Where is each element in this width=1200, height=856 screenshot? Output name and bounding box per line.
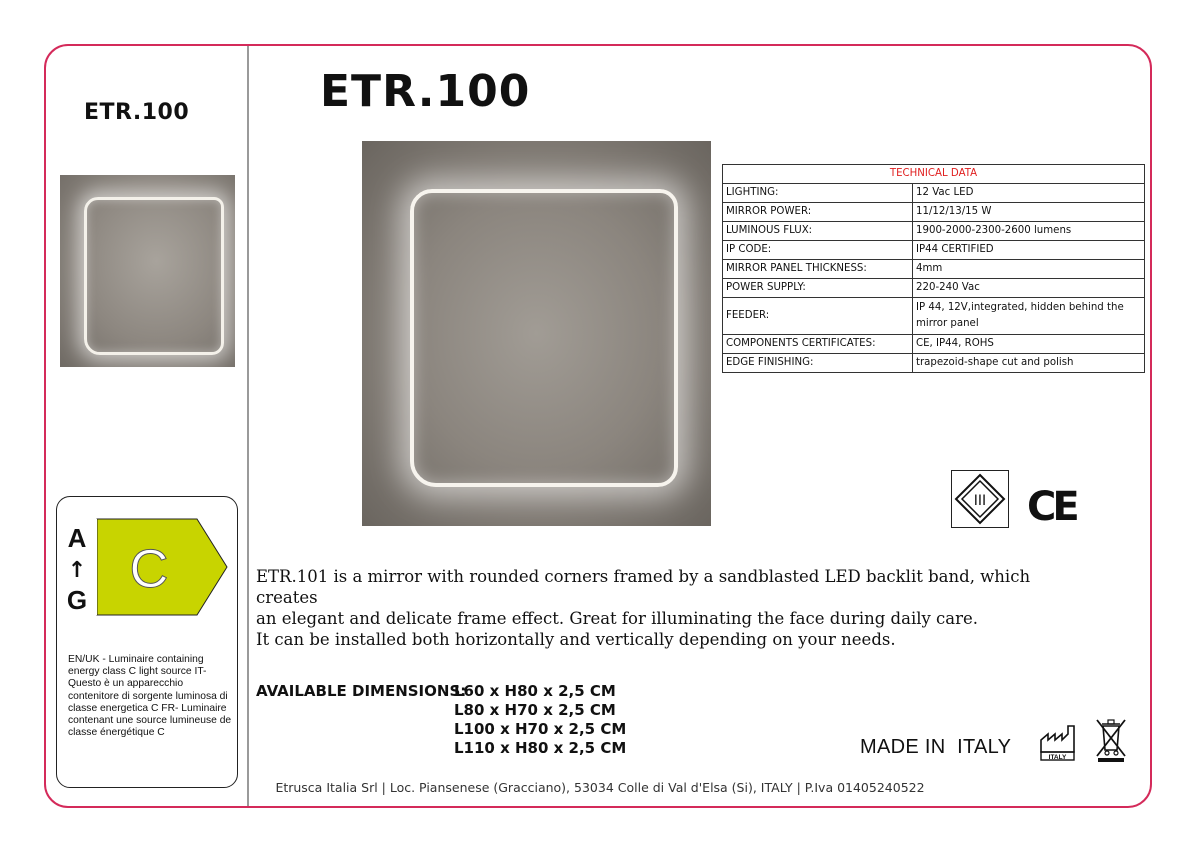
technical-data-header-row: [723, 165, 1145, 184]
table-row: [723, 260, 1145, 279]
spec-value: 1900-2000-2300-2600 lumens: [913, 222, 1145, 241]
italy-factory-icon: [1038, 722, 1078, 762]
energy-label-text: EN/UK - Luminaire containing energy class C light source IT- Questo è un apparecchio contenitore di sorgente luminosa di classe energetica C FR- Luminaire contenant une source lumineuse de classe énergétique C: [68, 654, 232, 739]
spec-key: COMPONENTS CERTIFICATES:: [723, 335, 913, 354]
thumbnail-mirror-frame: [84, 197, 224, 355]
description-line: ETR.101 is a mirror with rounded corners framed by a sandblasted LED backlit band, which creates: [256, 567, 1031, 607]
spec-value: 11/12/13/15 W: [913, 203, 1145, 222]
table-row: [723, 354, 1145, 373]
energy-scale-arrow: ↑: [67, 558, 87, 583]
product-description: [256, 566, 1056, 650]
energy-class-arrow-icon: [57, 515, 239, 645]
product-thumbnail: [60, 175, 235, 367]
spec-key: MIRROR POWER:: [723, 203, 913, 222]
table-row: [723, 203, 1145, 222]
class-ii-certification-icon: [951, 470, 1009, 528]
dimensions-label: AVAILABLE DIMENSIONS:: [256, 682, 467, 700]
product-photo: [362, 141, 711, 526]
spec-key: LIGHTING:: [723, 184, 913, 203]
spec-value: 4mm: [913, 260, 1145, 279]
dimension-item: L60 x H80 x 2,5 CM: [454, 682, 616, 700]
table-row: [723, 184, 1145, 203]
technical-data-table: [722, 164, 1145, 373]
spec-key: MIRROR PANEL THICKNESS:: [723, 260, 913, 279]
energy-label-box: [56, 496, 238, 788]
table-row: [723, 279, 1145, 298]
description-line: It can be installed both horizontally and vertically depending on your needs.: [256, 630, 896, 649]
description-line: an elegant and delicate frame effect. Great for illuminating the face during daily care.: [256, 609, 979, 628]
table-row: [723, 298, 1145, 335]
ce-mark-icon: CE: [1027, 484, 1076, 530]
dimensions-list: [454, 682, 626, 758]
photo-mirror-frame: [410, 189, 678, 487]
technical-data-header: TECHNICAL DATA: [723, 165, 1145, 184]
weee-crossed-bin-icon: [1092, 716, 1130, 764]
spec-value: 12 Vac LED: [913, 184, 1145, 203]
sidebar-product-code: ETR.100: [84, 100, 190, 125]
energy-scale-top: A: [67, 523, 87, 553]
energy-class-letter: C: [129, 539, 169, 599]
table-row: [723, 241, 1145, 260]
class-ii-mark-text: III: [973, 493, 987, 509]
energy-scale-bottom: G: [66, 585, 88, 615]
page-title: ETR.100: [320, 66, 531, 117]
spec-key: EDGE FINISHING:: [723, 354, 913, 373]
spec-value: 220-240 Vac: [913, 279, 1145, 298]
spec-key: FEEDER:: [723, 298, 913, 335]
spec-value: IP44 CERTIFIED: [913, 241, 1145, 260]
spec-key: LUMINOUS FLUX:: [723, 222, 913, 241]
spec-value: trapezoid-shape cut and polish: [913, 354, 1145, 373]
table-row: [723, 222, 1145, 241]
dimension-item: L110 x H80 x 2,5 CM: [454, 739, 627, 757]
factory-italy-text: ITALY: [1048, 753, 1067, 761]
column-divider: [247, 46, 249, 806]
spec-value: CE, IP44, ROHS: [913, 335, 1145, 354]
spec-value: IP 44, 12V,integrated, hidden behind the mirror panel: [913, 298, 1145, 335]
dimension-item: L80 x H70 x 2,5 CM: [454, 701, 616, 719]
table-row: [723, 335, 1145, 354]
company-footer: Etrusca Italia Srl | Loc. Piansenese (Gracciano), 53034 Colle di Val d'Elsa (Si), ITALY | P.Iva 01405240522: [275, 780, 925, 795]
dimension-item: L100 x H70 x 2,5 CM: [454, 720, 627, 738]
spec-key: IP CODE:: [723, 241, 913, 260]
made-in-italy-label: MADE IN ITALY: [860, 736, 1012, 758]
spec-key: POWER SUPPLY:: [723, 279, 913, 298]
